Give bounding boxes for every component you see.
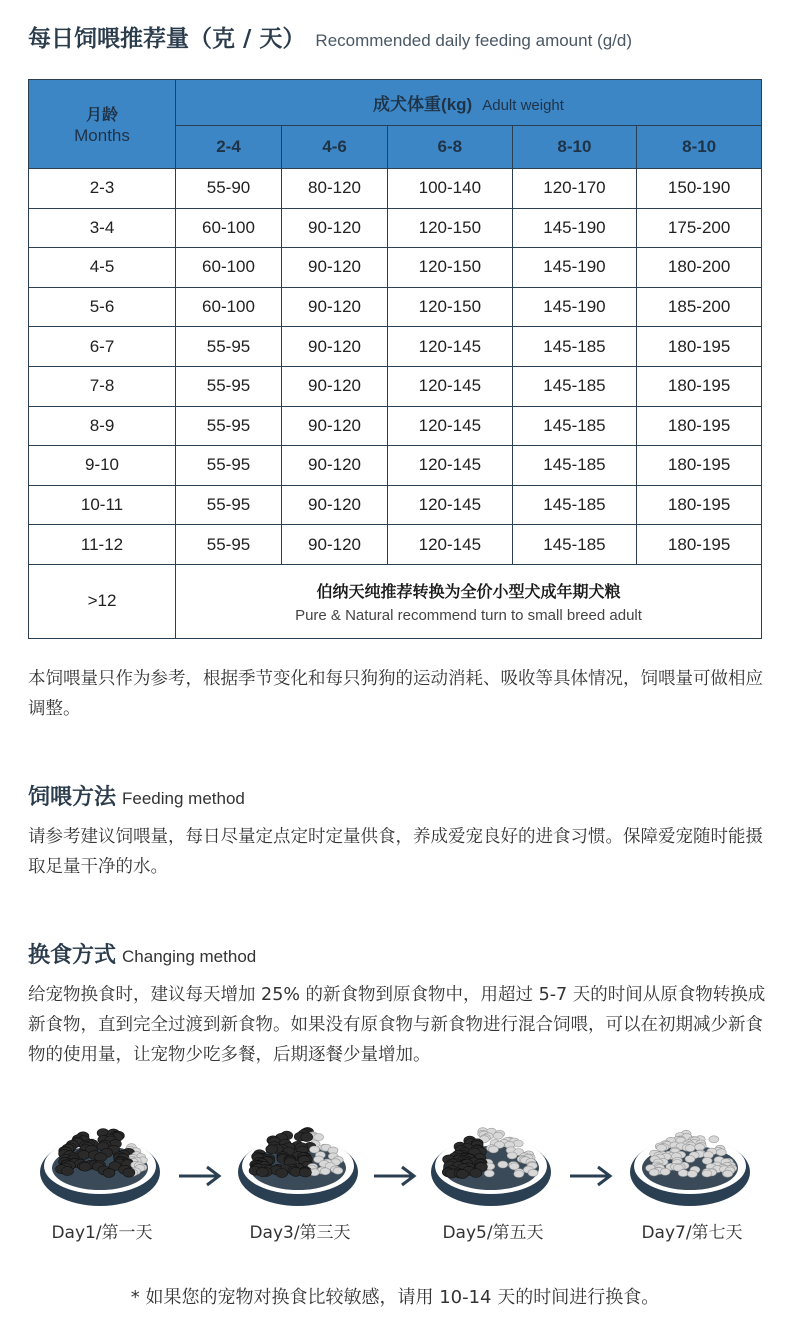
feeding-heading (28, 780, 245, 811)
month-cell: 4-5 (29, 248, 176, 288)
table-row (29, 327, 762, 367)
arrow-right-icon (568, 1164, 614, 1188)
food-transition-diagram (0, 1110, 790, 1260)
amount-cell: 150-190 (637, 169, 762, 209)
amount-cell: 55-95 (176, 406, 282, 446)
amount-cell: 120-150 (388, 208, 513, 248)
amount-cell: 55-90 (176, 169, 282, 209)
weight-range-header: 8-10 (512, 126, 637, 169)
amount-cell: 145-190 (512, 248, 637, 288)
table-row (29, 406, 762, 446)
amount-cell: 180-195 (637, 525, 762, 565)
changing-heading (28, 938, 256, 969)
amount-cell: 90-120 (282, 287, 388, 327)
table-row (29, 169, 762, 209)
title-zh: 每日饲喂推荐量（克 / 天） (28, 26, 306, 52)
arrow-right-icon (372, 1164, 418, 1188)
amount-cell: 175-200 (637, 208, 762, 248)
amount-cell: 180-195 (637, 446, 762, 486)
arrow-right-icon (177, 1164, 223, 1188)
month-cell: >12 (29, 564, 176, 638)
amount-cell: 90-120 (282, 406, 388, 446)
amount-cell: 145-185 (512, 406, 637, 446)
amount-cell: 120-150 (388, 287, 513, 327)
amount-cell: 120-170 (512, 169, 637, 209)
amount-cell: 145-190 (512, 208, 637, 248)
changing-heading-en: Changing method (122, 947, 257, 966)
amount-cell: 120-145 (388, 327, 513, 367)
table-row (29, 366, 762, 406)
amount-cell: 55-95 (176, 525, 282, 565)
amount-cell: 55-95 (176, 327, 282, 367)
changing-heading-zh: 换食方式 (28, 943, 117, 968)
amount-cell: 145-185 (512, 366, 637, 406)
feeding-table (28, 79, 762, 639)
title-en: Recommended daily feeding amount (g/d) (315, 31, 632, 50)
amount-cell: 180-195 (637, 366, 762, 406)
table-row (29, 208, 762, 248)
month-cell: 5-6 (29, 287, 176, 327)
day-label: Day3/第三天 (249, 1223, 351, 1243)
amount-cell: 60-100 (176, 248, 282, 288)
weight-range-header: 4-6 (282, 126, 388, 169)
amount-cell: 80-120 (282, 169, 388, 209)
table-row (29, 248, 762, 288)
weight-range-header: 8-10 (637, 126, 762, 169)
table-row-adult (29, 564, 762, 638)
weight-group-header (176, 80, 762, 126)
weight-range-header: 6-8 (388, 126, 513, 169)
food-bowl-icon (426, 1110, 556, 1210)
food-bowl-icon (233, 1110, 363, 1210)
amount-cell: 90-120 (282, 248, 388, 288)
amount-cell: 120-145 (388, 366, 513, 406)
amount-cell: 180-195 (637, 485, 762, 525)
amount-cell: 120-145 (388, 446, 513, 486)
amount-cell: 120-145 (388, 406, 513, 446)
amount-cell: 120-150 (388, 248, 513, 288)
amount-cell: 90-120 (282, 485, 388, 525)
amount-cell: 90-120 (282, 208, 388, 248)
amount-cell: 60-100 (176, 287, 282, 327)
amount-cell: 145-185 (512, 446, 637, 486)
feeding-text: 请参考建议饲喂量，每日尽量定点定时定量供食，养成爱宠良好的进食习惯。保障爱宠随时能摄取足量干净的水。 (28, 827, 763, 877)
footnote: * 如果您的宠物对换食比较敏感，请用 10-14 天的时间进行换食。 (130, 1287, 660, 1308)
weight-range-header: 2-4 (176, 126, 282, 169)
adult-recommendation-zh: 伯纳天纯推荐转换为全价小型犬成年期犬粮 (316, 581, 621, 601)
amount-cell: 180-200 (637, 248, 762, 288)
amount-cell: 120-145 (388, 525, 513, 565)
table-row (29, 287, 762, 327)
disclaimer-text: 本饲喂量只作为参考，根据季节变化和每只狗狗的运动消耗、吸收等具体情况，饲喂量可做相应调整。 (28, 669, 763, 719)
amount-cell: 100-140 (388, 169, 513, 209)
month-cell: 9-10 (29, 446, 176, 486)
month-column-header (29, 80, 176, 169)
page-title (28, 20, 632, 60)
month-cell: 6-7 (29, 327, 176, 367)
day-label: Day1/第一天 (51, 1223, 153, 1243)
amount-cell: 145-185 (512, 485, 637, 525)
table-row (29, 485, 762, 525)
food-bowl-icon (35, 1110, 165, 1210)
weight-header-zh: 成犬体重(kg) (373, 95, 473, 114)
month-header-en: Months (74, 126, 130, 145)
amount-cell: 145-185 (512, 327, 637, 367)
day-label: Day5/第五天 (442, 1223, 544, 1243)
month-header-zh: 月龄 (85, 107, 118, 124)
month-cell: 10-11 (29, 485, 176, 525)
food-bowl-icon (625, 1110, 755, 1210)
amount-cell: 185-200 (637, 287, 762, 327)
amount-cell: 55-95 (176, 485, 282, 525)
amount-cell: 90-120 (282, 366, 388, 406)
table-row (29, 525, 762, 565)
month-cell: 7-8 (29, 366, 176, 406)
feeding-heading-zh: 饲喂方法 (28, 785, 117, 810)
amount-cell: 60-100 (176, 208, 282, 248)
month-cell: 2-3 (29, 169, 176, 209)
month-cell: 3-4 (29, 208, 176, 248)
amount-cell: 90-120 (282, 525, 388, 565)
feeding-heading-en: Feeding method (122, 789, 245, 808)
day-label: Day7/第七天 (641, 1223, 743, 1243)
amount-cell: 120-145 (388, 485, 513, 525)
amount-cell: 180-195 (637, 406, 762, 446)
amount-cell: 145-185 (512, 525, 637, 565)
amount-cell: 145-190 (512, 287, 637, 327)
adult-recommendation-cell (176, 564, 762, 638)
weight-header-en: Adult weight (482, 97, 564, 114)
amount-cell: 90-120 (282, 327, 388, 367)
month-cell: 11-12 (29, 525, 176, 565)
amount-cell: 55-95 (176, 366, 282, 406)
amount-cell: 180-195 (637, 327, 762, 367)
adult-recommendation-en: Pure & Natural recommend turn to small breed adult (295, 606, 642, 624)
changing-text: 给宠物换食时，建议每天增加 25% 的新食物到原食物中，用超过 5-7 天的时间从原食物转换成新食物，直到完全过渡到新食物。如果没有原食物与新食物进行混合饲喂，可以在初期减少新食物的使用量，让宠物少吃多餐，后期逐餐少量增加。 (28, 985, 766, 1065)
amount-cell: 90-120 (282, 446, 388, 486)
amount-cell: 55-95 (176, 446, 282, 486)
month-cell: 8-9 (29, 406, 176, 446)
table-row (29, 446, 762, 486)
